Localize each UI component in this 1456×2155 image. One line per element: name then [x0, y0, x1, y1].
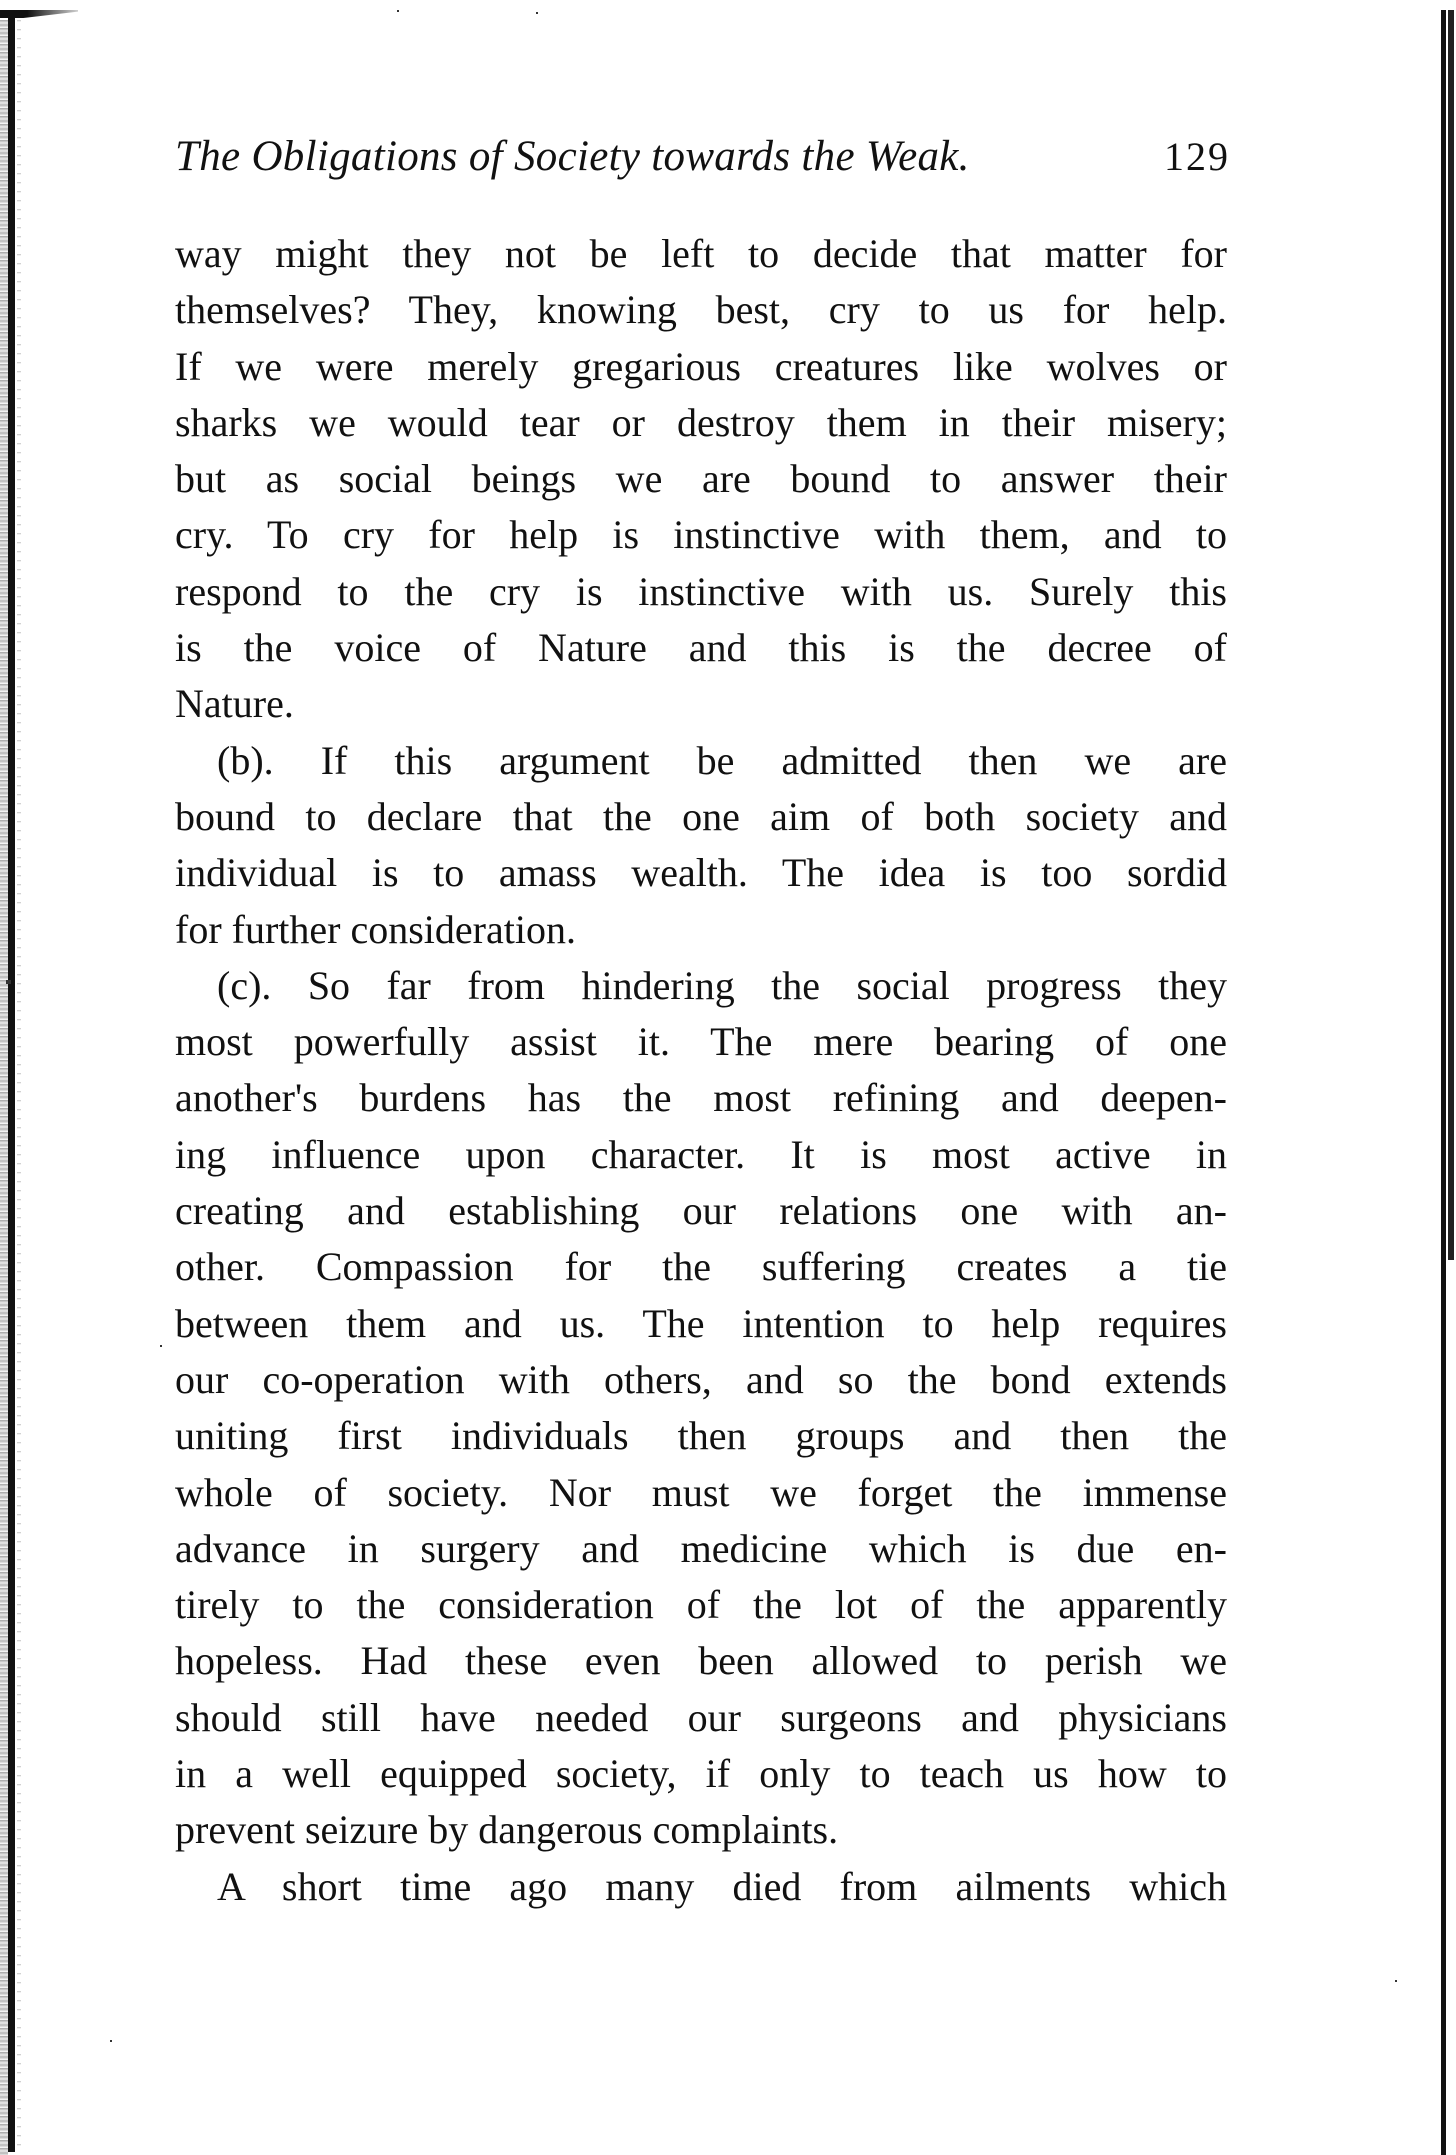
page-edge-right-outer — [1448, 10, 1454, 1260]
page-corner-curl — [0, 10, 78, 18]
text-line: ing influence upon character. It is most active in — [175, 1131, 1227, 1177]
running-head-title: The Obligations of Society towards the Weak. — [175, 133, 970, 180]
text-line: uniting first individuals then groups and then the — [175, 1413, 1227, 1459]
text-line: A short time ago many died from ailments which — [217, 1863, 1227, 1909]
text-line: prevent seizure by dangerous complaints. — [175, 1807, 839, 1853]
text-line: Nature. — [175, 681, 294, 727]
page-edge-shadow-left — [0, 20, 8, 2155]
text-line: (c). So far from hindering the social progress they — [217, 962, 1227, 1008]
text-line: between them and us. The intention to help requires — [175, 1300, 1227, 1346]
text-line: bound to declare that the one aim of both society and — [175, 793, 1227, 839]
text-line: is the voice of Nature and this is the decree of — [175, 625, 1227, 671]
binding-texture-left — [17, 20, 21, 2150]
paragraph-b — [175, 733, 1227, 958]
text-line: themselves? They, knowing best, cry to us for help. — [175, 287, 1227, 333]
scan-speck — [6, 980, 11, 984]
paragraph-c — [175, 958, 1227, 1859]
text-line: individual is to amass wealth. The idea is too sordid — [175, 850, 1227, 896]
text-line: hopeless. Had these even been allowed to perish we — [175, 1638, 1227, 1684]
text-line: most powerfully assist it. The mere bearing of one — [175, 1019, 1227, 1065]
text-line: whole of society. Nor must we forget the immense — [175, 1469, 1227, 1515]
text-line: our co-operation with others, and so the bond extends — [175, 1356, 1227, 1402]
text-line: respond to the cry is instinctive with us. Surely this — [175, 568, 1227, 614]
text-line: If we were merely gregarious creatures like wolves or — [175, 343, 1227, 389]
text-line: sharks we would tear or destroy them in their misery; — [175, 399, 1227, 445]
text-line: but as social beings we are bound to answer their — [175, 456, 1227, 502]
scan-speck — [397, 10, 399, 12]
binding-edge-left — [8, 12, 15, 2152]
scan-speck — [1395, 1980, 1397, 1982]
text-line: other. Compassion for the suffering creates a tie — [175, 1244, 1227, 1290]
text-line: in a well equipped society, if only to teach us how to — [175, 1751, 1227, 1797]
text-line: for further consideration. — [175, 906, 576, 952]
paragraph-continuation — [175, 226, 1227, 733]
text-line: cry. To cry for help is instinctive with them, and to — [175, 512, 1227, 558]
text-line: (b). If this argument be admitted then we are — [217, 737, 1227, 783]
text-line: another's burdens has the most refining and deepen- — [175, 1075, 1227, 1121]
page-number: 129 — [1164, 134, 1230, 179]
scan-speck — [536, 12, 538, 14]
page-edge-right — [1441, 10, 1446, 2155]
text-line: advance in surgery and medicine which is due en- — [175, 1525, 1227, 1571]
running-head — [175, 132, 1230, 181]
text-line: tirely to the consideration of the lot of the apparently — [175, 1582, 1227, 1628]
text-line: should still have needed our surgeons and physicians — [175, 1694, 1227, 1740]
text-line: creating and establishing our relations one with an- — [175, 1188, 1227, 1234]
text-line: way might they not be left to decide that matter for — [175, 231, 1227, 276]
scan-speck — [110, 2040, 112, 2042]
paragraph-new — [175, 1859, 1227, 1915]
body-text — [175, 226, 1227, 1915]
scan-speck — [160, 1345, 162, 1347]
